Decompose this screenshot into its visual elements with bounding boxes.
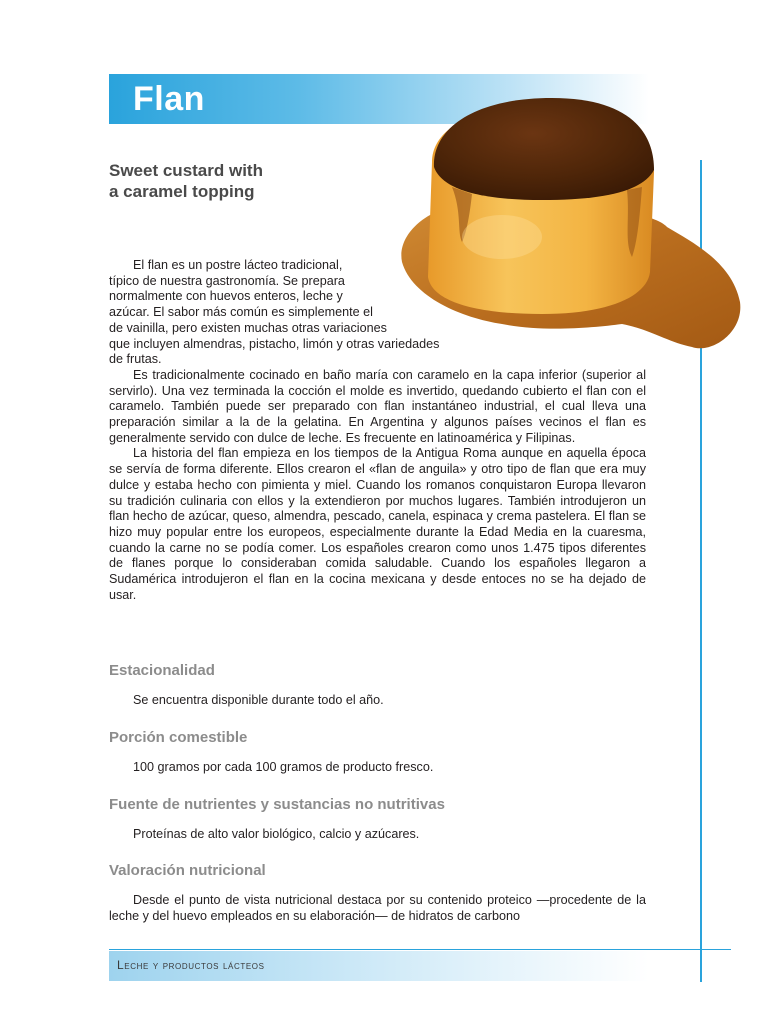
paragraph-intro <box>109 258 479 368</box>
section-heading: Fuente de nutrientes y sustancias no nutritivas <box>109 796 445 813</box>
section-text: Se encuentra disponible durante todo el año. <box>133 693 384 707</box>
intro-line: El flan es un postre lácteo tradicional, <box>133 258 343 272</box>
section-text: Proteínas de alto valor biológico, calcio y azúcares. <box>133 827 420 841</box>
paragraph: Es tradicionalmente cocinado en baño maría con caramelo en la capa inferior (superior al servirlo). Una vez terminada la cocción el molde es invertido, quedando cubierto el flan con el caramelo. También puede ser preparado con flan instantáneo industrial, el cual lleva una preparación similar a la de la gelatina. En Argentina y algunos países vecinos el flan es generalmente servido con dulce de leche. Es frecuente en latinoamérica y Filipinas. <box>109 367 646 445</box>
running-footer: Leche y productos lácteos <box>117 958 265 972</box>
intro-line: normalmente con huevos enteros, leche y <box>109 289 343 304</box>
intro-line: típico de nuestra gastronomía. Se prepara <box>109 273 345 288</box>
intro-line: de vainilla, pero existen muchas otras variaciones <box>109 320 387 335</box>
caramel-top <box>434 98 654 200</box>
paragraph: La historia del flan empieza en los tiempos de la Antigua Roma aunque en aquella época se servía de forma diferente. Ellos crearon el «flan de anguila» y otro tipo de flan que era muy dulce y estaba hecho con pimienta y miel. Cuando los romanos conquistaron Europa llevaron su tradición culinaria con ellos y la extendieron por muchos lugares. También introdujeron un flan hecho de azúcar, queso, almendra, pescado, canela, espinaca y crema pastelera. El flan se hizo muy popular entre los europeos, especialmente durante la Edad Media en la cuaresma, cuando la carne no se podía comer. Los españoles crearon como unos 1.475 tipos diferentes de flanes porque lo consideraban comida saludable. Cuando los españoles llegaron a Sudamérica introdujeron el flan en la cocina mexicana y desde entoces no se ha dejado de usar. <box>109 446 646 602</box>
intro-line: que incluyen almendras, pistacho, limón y otras variedades <box>109 336 440 351</box>
footer-band <box>109 951 649 981</box>
page-title: Flan <box>133 80 205 118</box>
intro-line: de frutas. <box>109 352 162 367</box>
subtitle-line: Sweet custard with <box>109 161 263 180</box>
section-porcion <box>109 729 646 776</box>
footer-rule <box>109 949 731 950</box>
section-valoracion <box>109 862 646 924</box>
section-text: Desde el punto de vista nutricional destaca por su contenido proteico —procedente de la leche y del huevo empleados en su elaboración— de hidratos de carbono <box>109 893 646 923</box>
subtitle-line: a caramel topping <box>109 182 255 201</box>
body-text <box>109 258 646 603</box>
subtitle <box>109 160 369 202</box>
section-text: 100 gramos por cada 100 gramos de producto fresco. <box>133 760 434 774</box>
section-estacionalidad <box>109 662 646 709</box>
section-heading: Estacionalidad <box>109 662 215 679</box>
section-fuente <box>109 796 646 843</box>
section-heading: Porción comestible <box>109 729 248 746</box>
intro-line: azúcar. El sabor más común es simplemente el <box>109 305 373 320</box>
section-heading: Valoración nutricional <box>109 862 266 879</box>
